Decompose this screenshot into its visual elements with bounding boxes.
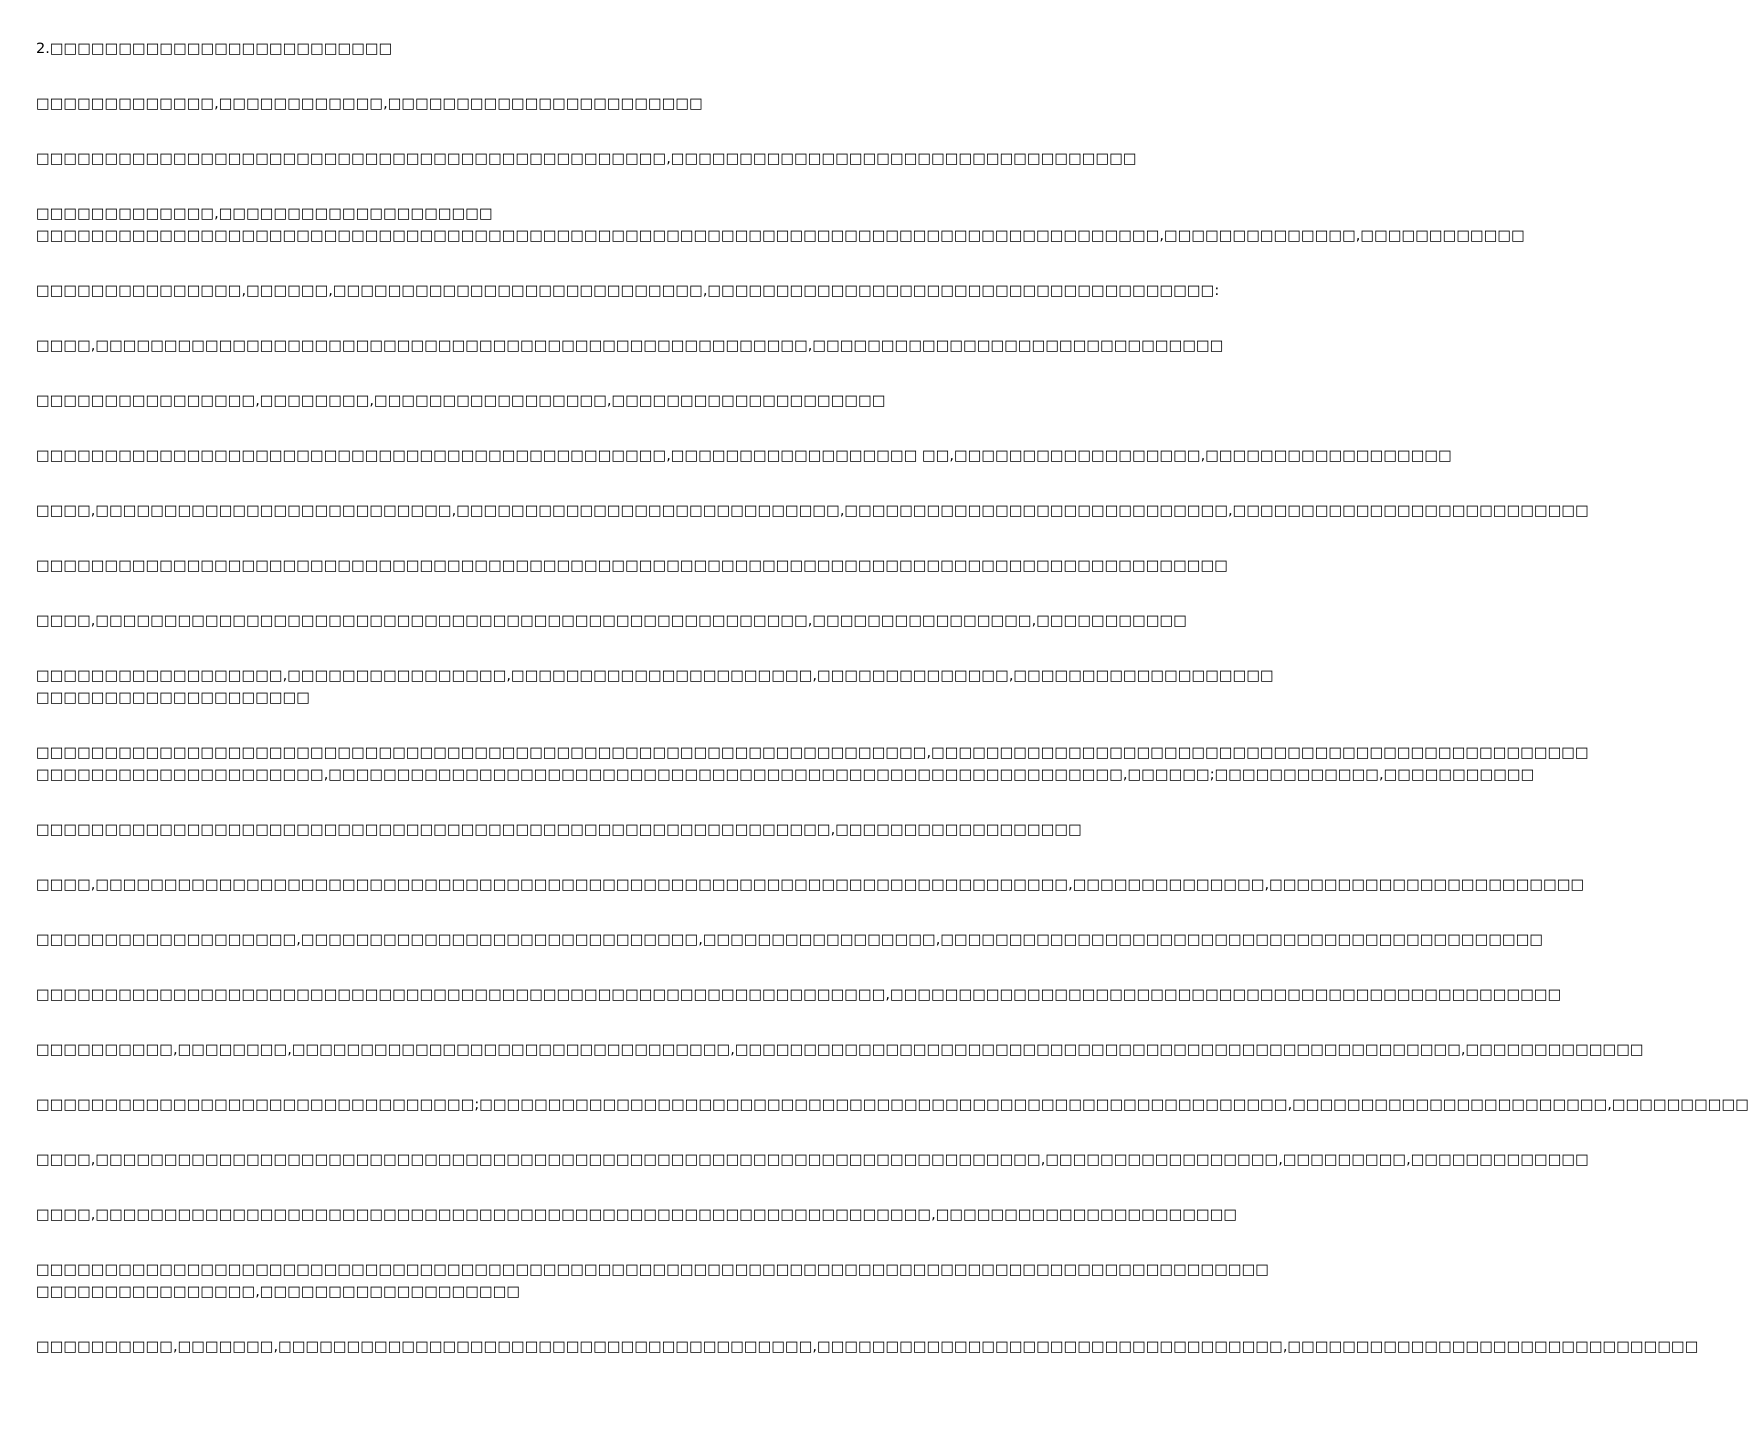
text-line: □□□□□□□□□□□□□,□□□□□□□□□□□□□□□□□□□□ — [36, 206, 493, 222]
paragraph — [36, 280, 1220, 302]
text-line: □□□□□□□□□□□□□□□,□□□□□□,□□□□□□□□□□□□□□□□□□□□□□□□□□□,□□□□□□□□□□□□□□□□□□□□□□□□□□□□□□□□□□□□□: — [36, 283, 1220, 299]
text-line: □□□□□□□□□□□□□□□□□□□□□□□□□□□□□□□□□□□□□□□□□□□□□□□□□□□□□□□□□□□□□□,□□□□□□□□□□□□□□□□□□□□□□□□□□□□□□□□□□□□□□□□□□□□□□□□□ — [36, 987, 1562, 1003]
paragraph — [36, 445, 1452, 467]
paragraph — [36, 500, 1589, 522]
paragraph — [36, 148, 1137, 170]
paragraph — [36, 1094, 1749, 1116]
paragraph — [36, 1259, 1269, 1303]
paragraph — [36, 874, 1585, 896]
text-line: □□□□,□□□□□□□□□□□□□□□□□□□□□□□□□□□□□□□□□□□□□□□□□□□□□□□□□□□□□□□□□□□□□□□□□□□□□,□□□□□□□□□□□□□□□□□,□□□□□□□□□,□□□□□□□□□□□□□ — [36, 1152, 1589, 1168]
paragraph — [36, 1039, 1644, 1061]
paragraph — [36, 819, 1082, 841]
text-line: □□□□,□□□□□□□□□□□□□□□□□□□□□□□□□□□□□□□□□□□□□□□□□□□□□□□□□□□□,□□□□□□□□□□□□□□□□,□□□□□□□□□□□ — [36, 613, 1187, 629]
text-line: □□□□□□□□□□,□□□□□□□,□□□□□□□□□□□□□□□□□□□□□□□□□□□□□□□□□□□□□□□,□□□□□□□□□□□□□□□□□□□□□□□□□□□□□□□□□□,□□□□□□□□□□□□□□□□□□□□□□□□□□□□□□ — [36, 1339, 1699, 1355]
text-line: □□□□□□□□□□□□□□□□□□,□□□□□□□□□□□□□□□□,□□□□□□□□□□□□□□□□□□□□□□,□□□□□□□□□□□□□□,□□□□□□□□□□□□□□□□□□□ — [36, 668, 1274, 684]
text-line: □□□□□□□□□□□□□□□□□□□□□□□□□□□□□□□□□□□□□□□□□□□□□□□□□□□□□□□□□□,□□□□□□□□□□□□□□□□□□ — [36, 822, 1082, 838]
paragraph — [36, 929, 1544, 951]
text-line: □□□□□□□□□□□□□,□□□□□□□□□□□□,□□□□□□□□□□□□□□□□□□□□□□□ — [36, 96, 703, 112]
paragraph — [36, 742, 1589, 786]
paragraph — [36, 335, 1224, 357]
paragraph — [36, 555, 1228, 577]
text-line: □□□□,□□□□□□□□□□□□□□□□□□□□□□□□□□□□□□□□□□□□□□□□□□□□□□□□□□□□□□□□□□□□□□□□□□□□□□□,□□□□□□□□□□□□□□,□□□□□□□□□□□□□□□□□□□□□□□ — [36, 877, 1585, 893]
text-line: □□□□□□□□□□□□□□□□□□□□□□□□□□□□□□□□□□□□□□□□□□□□□□,□□□□□□□□□□□□□□□□□□ □□,□□□□□□□□□□□□□□□□□□,□□□□□□□□□□□□□□□□□□ — [36, 448, 1452, 464]
text-line: □□□□□□□□□□□□□□□□□□□□□□□□□□□□□□□□□□□□□□□□□□□□□□□□□□□□□□□□□□□□□□□□□□□□□□□□□□□□□□□□□□□□□□□ — [36, 558, 1228, 574]
paragraph — [36, 390, 990, 412]
text-line: □□□□□□□□□□□□□□□□□□□□□□□□□□□□□□□□□□□□□□□□□□□□□□□□□□□□□□□□□□□□□□□□□□□□□□□□□□□□□□□□□□□□□□□□□□ — [36, 1262, 1269, 1278]
text-line: □□□□□□□□□□□□□□□□□□□,□□□□□□□□□□□□□□□□□□□□□□□□□□□□□,□□□□□□□□□□□□□□□□□,□□□□□□□□□□□□□□□□□□□□□□□□□□□□□□□□□□□□□□□□□□□□ — [36, 932, 1544, 948]
text-line: □□□□□□□□□□,□□□□□□□□,□□□□□□□□□□□□□□□□□□□□□□□□□□□□□□□□,□□□□□□□□□□□□□□□□□□□□□□□□□□□□□□□□□□□□□□□□□□□□□□□□□□□□□,□□□□□□□□□□□□□ — [36, 1042, 1644, 1058]
paragraph — [36, 38, 990, 60]
paragraph — [36, 1336, 1699, 1358]
paragraph — [36, 984, 1562, 1006]
paragraph — [36, 1149, 1589, 1171]
paragraph — [36, 203, 1525, 247]
text-line: □□□□□□□□□□□□□□□□□□□□□□□□□□□□□□□□□□□□□□□□□□□□□□□□□□□□□□□□□□□□□□□□□□□□□□□□□□□□□□□□□□,□□□□□□□□□□□□□□,□□□□□□□□□□□□ — [36, 228, 1525, 244]
text-line: □□□□,□□□□□□□□□□□□□□□□□□□□□□□□□□□□□□□□□□□□□□□□□□□□□□□□□□□□□□□□□□□□□,□□□□□□□□□□□□□□□□□□□□□□ — [36, 1207, 1238, 1223]
text-line: □□□□□□□□□□□□□□□□□□□□ — [36, 690, 310, 706]
paragraph — [36, 610, 1187, 632]
text-line: □□□□□□□□□□□□□□□□□□□□□□□□□□□□□□□□□□□□□□□□□□□□□□,□□□□□□□□□□□□□□□□□□□□□□□□□□□□□□□□□□ — [36, 151, 1137, 167]
text-line: □□□□□□□□□□□□□□□□□□□□□□□□□□□□□□□□;□□□□□□□□□□□□□□□□□□□□□□□□□□□□□□□□□□□□□□□□□□□□□□□□□□□□□□□□□□□,□□□□□□□□□□□□□□□□□□□□□□□,□□□□□□□□□□ — [36, 1097, 1749, 1113]
text-line: □□□□□□□□□□□□□□□□,□□□□□□□□□□□□□□□□□□□ — [36, 1284, 521, 1300]
text-line: □□□□,□□□□□□□□□□□□□□□□□□□□□□□□□□□□□□□□□□□□□□□□□□□□□□□□□□□□,□□□□□□□□□□□□□□□□□□□□□□□□□□□□□□ — [36, 338, 1224, 354]
text-line: □□□□,□□□□□□□□□□□□□□□□□□□□□□□□□□,□□□□□□□□□□□□□□□□□□□□□□□□□□□□,□□□□□□□□□□□□□□□□□□□□□□□□□□□□,□□□□□□□□□□□□□□□□□□□□□□□□□□ — [36, 503, 1589, 519]
document-body — [36, 38, 1749, 1391]
text-line: □□□□□□□□□□□□□□□□□□□□□,□□□□□□□□□□□□□□□□□□□□□□□□□□□□□□□□□□□□□□□□□□□□□□□□□□□□□□□□□□,□□□□□□;□□□□□□□□□□□□,□□□□□□□□□□□ — [36, 767, 1535, 783]
paragraph — [36, 665, 1274, 709]
text-line: □□□□□□□□□□□□□□□□,□□□□□□□□,□□□□□□□□□□□□□□□□□,□□□□□□□□□□□□□□□□□□□□ — [36, 393, 886, 409]
text-line: □□□□□□□□□□□□□□□□□□□□□□□□□□□□□□□□□□□□□□□□□□□□□□□□□□□□□□□□□□□□□□□□□,□□□□□□□□□□□□□□□□□□□□□□□□□□□□□□□□□□□□□□□□□□□□□□□□ — [36, 745, 1589, 761]
text-line: 2.□□□□□□□□□□□□□□□□□□□□□□□□□ — [36, 41, 393, 57]
paragraph — [36, 93, 990, 115]
paragraph — [36, 1204, 1238, 1226]
